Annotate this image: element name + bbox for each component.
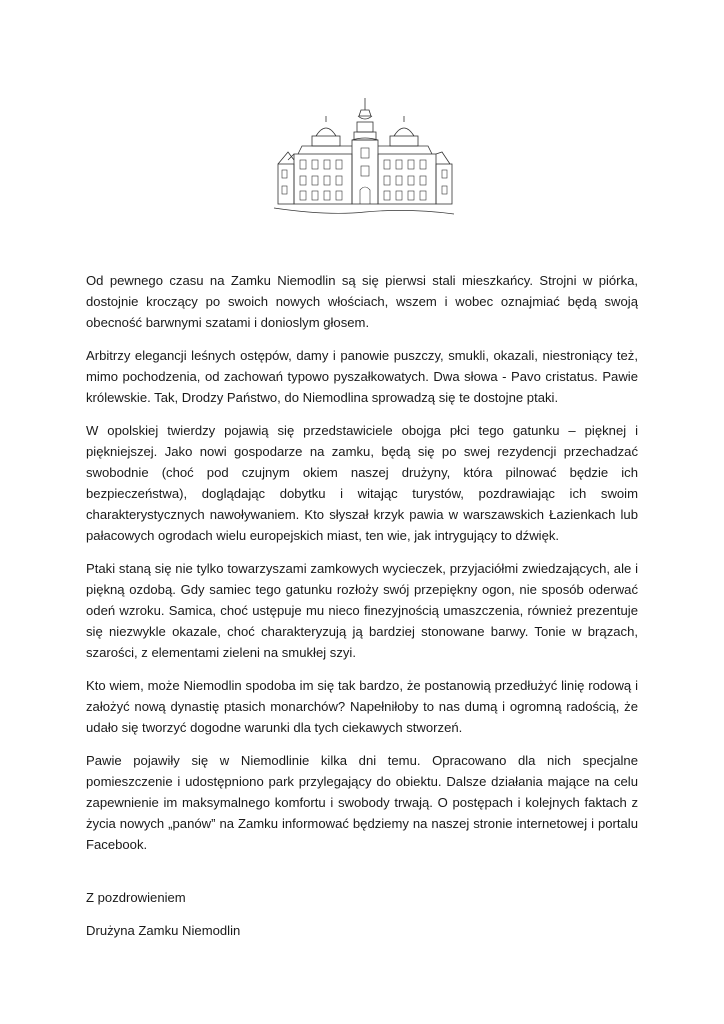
paragraph-5: Kto wiem, może Niemodlin spodoba im się tak bardzo, że postanowią przedłużyć linię rodową i założyć nową dynastię ptasich monarchów? Napełniłoby to nas dumą i ogromną radością, że udało się tworzyć dogodne warunki dla tych ciekawych stworzeń. [86,678,638,735]
paragraph-3: W opolskiej twierdzy pojawią się przedstawiciele obojga płci tego gatunku – pięknej i piękniejszej. Jako nowi gospodarze na zamku, będą się po swej rezydencji przechadzać swobodnie (choć pod czujnym okiem naszej drużyny, która pilnować będzie ich bezpieczeństwa), doglądając dobytku i witając turystów, pozdrawiając ich swoim charakterystycznych nawoływaniem. Kto słyszał krzyk pawia w warszawskich Łazienkach lub pałacowych ogrodach wielu europejskich miast, ten wie, jak intrygujący to dźwięk. [86,423,638,543]
closing-salutation: Z pozdrowieniem [86,890,186,905]
closing-block [86,887,638,941]
letter-body [86,270,638,953]
signature: Drużyna Zamku Niemodlin [86,923,241,938]
paragraph-6: Pawie pojawiły się w Niemodlinie kilka dni temu. Opracowano dla nich specjalne pomieszczenie i udostępniono park przylegający do obiektu. Dalsze działania mające na celu zapewnienie im maksymalnego komfortu i swobody trwają. O postępach i kolejnych faktach z życia nowych „panów” na Zamku informować będziemy na naszej stronie internetowej i portalu Facebook. [86,753,638,852]
paragraph-4: Ptaki staną się nie tylko towarzyszami zamkowych wycieczek, przyjaciółmi zwiedzających, ale i piękną ozdobą. Gdy samiec tego gatunku rozłoży swój przepiękny ogon, nie sposób oderwać odeń wzroku. Samica, choć ustępuje mu nieco finezyjnością umaszczenia, również prezentuje się niezwykle okazale, choć charakteryzują ją bardziej stonowane barwy. Tonie w brązach, szarości, z elementami zieleni na smukłej szyi. [86,561,638,660]
paragraph-1: Od pewnego czasu na Zamku Niemodlin są się pierwsi stali mieszkańcy. Strojni w piórka, dostojnie kroczący po swoich nowych włościach, wszem i wobec oznajmiać będą swoją obecność barwnymi szatami i donioslym głosem. [86,273,638,330]
paragraph-2: Arbitrzy elegancji leśnych ostępów, damy i panowie puszczy, smukli, okazali, niestroniący też, mimo pochodzenia, od zachowań typowo pyszałkowatych. Dwa słowa - Pavo cristatus. Pawie królewskie. Tak, Drodzy Państwo, do Niemodlina sprowadzą się te dostojne ptaki. [86,348,638,405]
castle-logo [268,96,458,222]
